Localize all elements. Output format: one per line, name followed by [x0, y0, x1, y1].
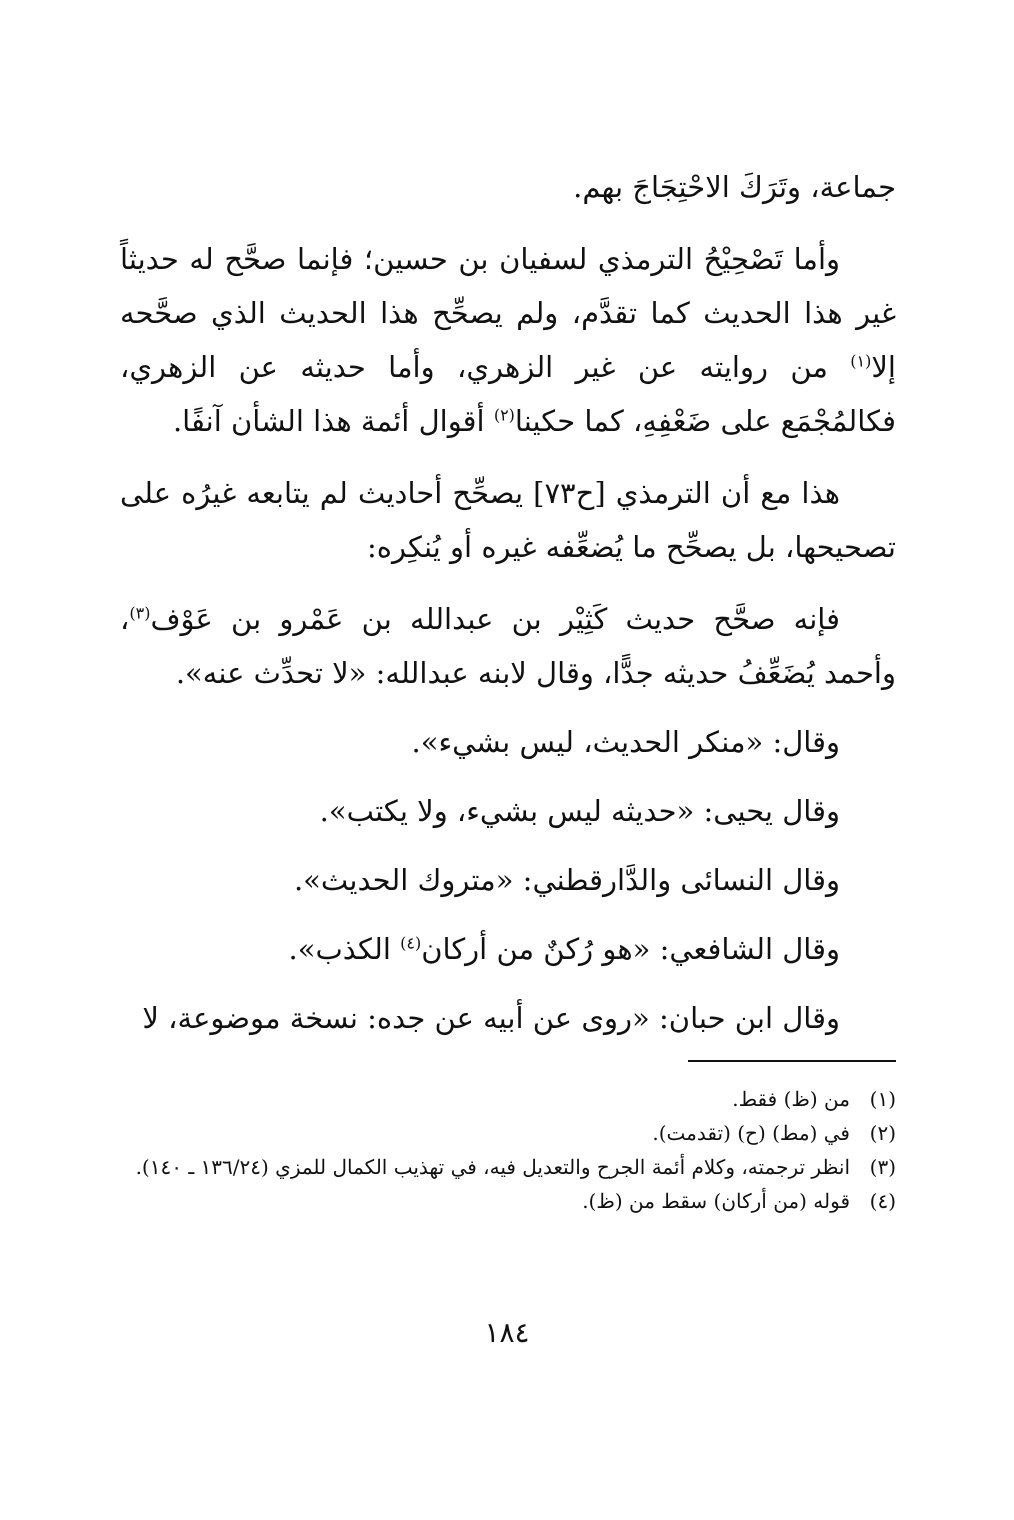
paragraph-text: ، وأحمد يُضَعِّفُ حديثه جدًّا، وقال لابنه عبدالله: «لا تحدِّث عنه». [120, 602, 896, 690]
footnote-text: في (مط) (ح) (تقدمت). [652, 1121, 850, 1145]
footnote-text: انظر ترجمته، وكلام أئمة الجرح والتعديل فيه، في تهذيب الكمال للمزي (١٣٦/٢٤ ـ ١٤٠). [135, 1155, 850, 1179]
paragraph-tirmidhi-correction [120, 232, 896, 448]
footnote-text: قوله (من أركان) سقط من (ظ). [582, 1189, 850, 1213]
paragraph-text: جماعة، وتَرَكَ الاحْتِجَاجَ بهم. [573, 170, 896, 204]
paragraph-text: فإنه صحَّح حديث كَثِيْر بن عبدالله بن عَمْرو بن عَوْف [150, 602, 840, 636]
paragraph-text: هذا مع أن الترمذي [ح٧٣] يصحِّح أحاديث لم يتابعه غيرُه على تصحيحها، بل يصحِّح ما يُضعِّفه غيره أو يُنكِره: [120, 476, 896, 564]
quote-text: وقال الشافعي: «هو رُكنٌ من أركان [421, 932, 840, 966]
footnote-item [120, 1150, 896, 1184]
quote-text: وقال يحيى: «حديثه ليس بشيء، ولا يكتب». [319, 794, 840, 828]
quote-text: الكذب». [288, 932, 401, 966]
paragraph-text: من روايته عن غير الزهري، وأما حديثه عن الزهري، فكالمُجْمَع على ضَعْفِهِ، كما حكينا [120, 350, 896, 438]
page-number: ١٨٤ [484, 1316, 530, 1349]
footnote-marker-3: (٣) [129, 603, 151, 623]
quote-text: وقال: «منكر الحديث، ليس بشيء». [411, 725, 840, 759]
paragraph-text: أقوال أئمة هذا الشأن آنفًا. [172, 404, 494, 438]
footnotes [120, 1082, 896, 1218]
paragraph-text: وقال ابن حبان: «روى عن أبيه عن جده: نسخة موضوعة، لا [142, 1001, 840, 1035]
footnote-marker-2: (٢) [493, 405, 515, 425]
main-text [120, 160, 896, 1045]
footnote-number: (٤) [869, 1189, 896, 1213]
quote-line [120, 922, 896, 976]
quote-text: وقال النسائى والدَّارقطني: «متروك الحديث». [293, 863, 840, 897]
paragraph-text: وأما تَصْحِيْحُ الترمذي لسفيان بن حسين؛ فإنما صحَّح له حديثاً غير هذا الحديث كما تقدَّم، ولم يصحِّح هذا الحديث الذي صحَّحه إلا [120, 242, 896, 384]
footnote-item [120, 1116, 896, 1150]
footnote-number: (٢) [869, 1121, 896, 1145]
footnote-marker-4: (٤) [400, 933, 422, 953]
quote-line [120, 784, 896, 838]
footnote-number: (٣) [869, 1155, 896, 1179]
footnote-item [120, 1082, 896, 1116]
footnote-marker-1: (١) [850, 351, 872, 371]
paragraph-continuation [120, 160, 896, 214]
footnote-item [120, 1184, 896, 1218]
quote-line [120, 853, 896, 907]
footnote-divider [688, 1060, 896, 1062]
footnote-number: (١) [869, 1087, 896, 1111]
paragraph-tirmidhi-authentication [120, 466, 896, 574]
quote-line [120, 715, 896, 769]
paragraph-kathir-hadith [120, 592, 896, 700]
footnote-text: من (ظ) فقط. [732, 1087, 850, 1111]
paragraph-ibn-hibban [120, 991, 896, 1045]
